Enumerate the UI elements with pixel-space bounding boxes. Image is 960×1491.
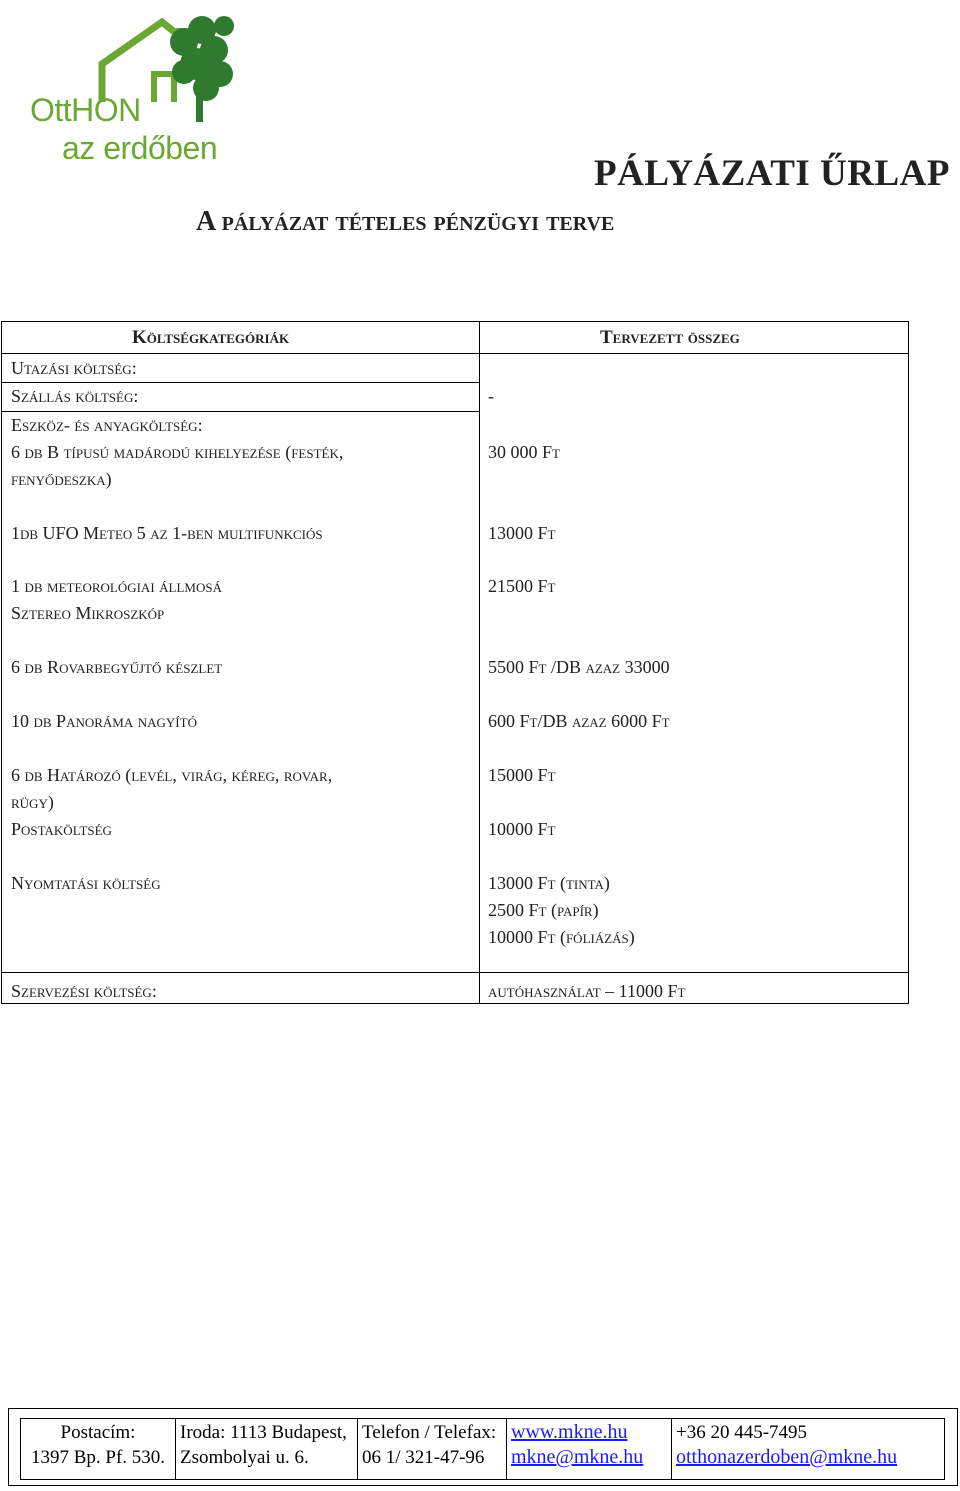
header-divider (2, 353, 908, 354)
row-label: Eszköz- és anyagköltség: (11, 415, 203, 435)
row-label: 6 db Rovarbegyűjtő készlet (11, 657, 223, 677)
row-label: 10 db Panoráma nagyító (11, 711, 197, 731)
column-header-categories: Költségkategóriák (132, 327, 290, 348)
project-email-link[interactable]: otthonazerdoben@mkne.hu (676, 1446, 898, 1468)
row-label-continued: rügy) (11, 792, 54, 812)
row-value: 13000 Ft (488, 523, 556, 543)
web-box (506, 1418, 672, 1480)
budget-table (1, 321, 909, 1004)
row-label: 1 db meteorológiai állmosá (11, 576, 222, 596)
page-subtitle: A pályázat tételes pénzügyi terve (196, 206, 615, 237)
row-label: Szállás költség: (11, 386, 139, 406)
row-value: 30 000 Ft (488, 442, 560, 462)
postal-address-box (20, 1418, 176, 1480)
row-label: Szervezési költség: (11, 981, 157, 1001)
phone-label: Telefon / Telefax: (362, 1422, 497, 1443)
row-value: 15000 Ft (488, 765, 556, 785)
form-title: PÁLYÁZATI ŰRLAP (594, 153, 950, 194)
logo-text-otthon: OttHON (30, 92, 141, 128)
column-header-amount: Tervezett összeg (600, 327, 740, 348)
row-label: 6 db Határozó (levél, virág, kéreg, rovar, (11, 765, 333, 785)
row-divider (2, 972, 908, 973)
row-label: 1db UFO Meteo 5 az 1-ben multifunkciós (11, 523, 323, 543)
email-link[interactable]: mkne@mkne.hu (511, 1446, 644, 1468)
row-value: 5500 Ft /DB azaz 33000 (488, 657, 670, 677)
phone-box (357, 1418, 507, 1480)
row-value: - (488, 386, 494, 406)
postal-value: 1397 Bp. Pf. 530. (30, 1447, 166, 1468)
row-value: autóhasználat – 11000 Ft (488, 981, 686, 1001)
row-label: Utazási költség: (11, 358, 137, 378)
postal-label: Postacím: (60, 1422, 136, 1443)
office-label: Iroda: 1113 Budapest, (180, 1422, 347, 1443)
row-label-continued: Sztereo Mikroszkóp (11, 603, 165, 623)
row-value-continued: 2500 Ft (papír) (488, 900, 599, 920)
office-value: Zsombolyai u. 6. (180, 1447, 309, 1468)
office-address-box (175, 1418, 358, 1480)
row-label: Postaköltség (11, 819, 112, 839)
row-value: 10000 Ft (488, 819, 556, 839)
website-link[interactable]: www.mkne.hu (511, 1421, 628, 1443)
mobile-box (671, 1418, 945, 1480)
row-label-continued: fenyődeszka) (11, 469, 112, 489)
row-value-continued: 10000 Ft (fóliázás) (488, 927, 635, 947)
row-value: 13000 Ft (tinta) (488, 873, 610, 893)
contact-footer (8, 1408, 958, 1486)
row-label: Nyomtatási költség (11, 873, 161, 893)
mobile-number: +36 20 445-7495 (676, 1422, 808, 1443)
column-separator (479, 322, 480, 1003)
row-value: 21500 Ft (488, 576, 556, 596)
phone-value: 06 1/ 321-47-96 (362, 1447, 485, 1468)
logo-text-az-erdoben: az erdőben (62, 130, 218, 166)
row-label: 6 db B típusú madárodú kihelyezése (festék, (11, 442, 344, 462)
row-value: 600 Ft/DB azaz 6000 Ft (488, 711, 670, 731)
